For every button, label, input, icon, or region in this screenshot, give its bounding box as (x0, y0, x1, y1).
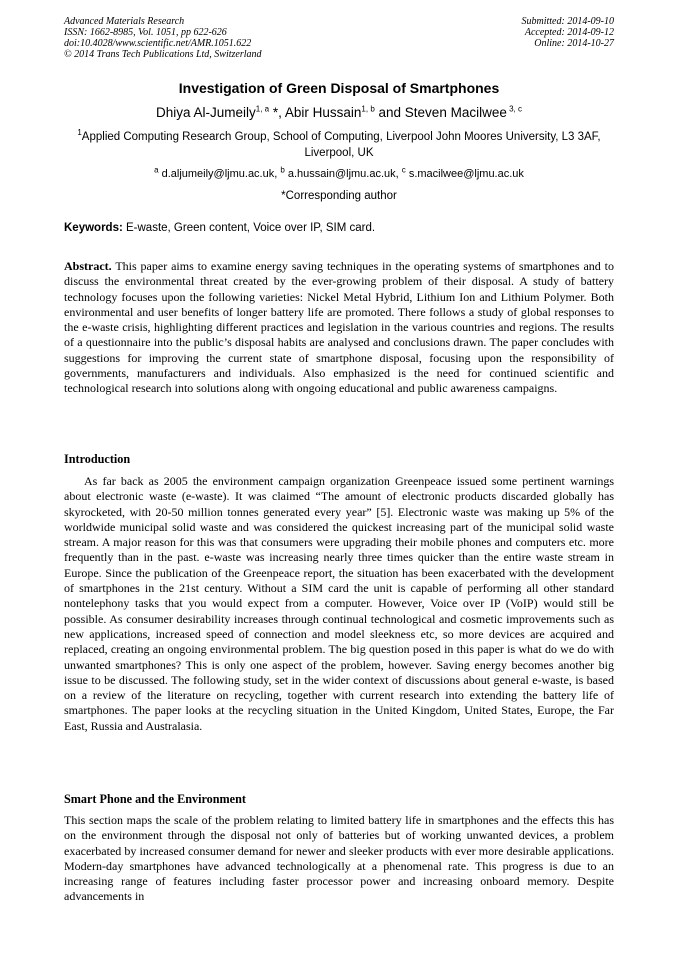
abstract-text: This paper aims to examine energy saving techniques in the operating systems of smartphones and to discuss the environmental threat created by the ever-growing problem of their disposal. A study of battery technology focuses upon the following varieties: Nickel Metal Hybrid, Lithium Ion and Lithium Polymer. Both environmental and user benefits of longer battery life are promoted. There follows a study of global responses to the e-waste crisis, highlighting different practices and legislation in the various countries and regions. The results of a questionnaire into the public’s disposal habits are analysed and conclusions drawn. The paper concludes with suggestions for improving the current state of smartphone disposal, focusing upon the responsibility of governments, manufacturers and individuals. Also emphasized is the need for continued scientific and technological research into solutions along with ongoing educational and public awareness campaigns. (64, 259, 614, 396)
submission-dates (394, 16, 614, 49)
smartphone-environment-paragraph: This section maps the scale of the problem relating to limited battery life in smartphones and the effects this has on the environment through the disposal not only of batteries but of working unwanted devices, a problem exacerbated by increased consumer demand for newer and sleeker products with ever more desirable applications. Modern-day smartphones have advanced technologically at a phenomenal rate. This progress is due to an increasing range of features including faster processor power and increasing onboard memory. Despite advancements in (64, 813, 614, 904)
email-mark: c (401, 165, 406, 175)
email-address: d.aljumeily@ljmu.ac.uk, (158, 168, 281, 180)
journal-info (64, 16, 394, 60)
author-name: Steven Macilwee (404, 105, 507, 120)
corresponding-author-note: *Corresponding author (281, 190, 397, 202)
author-emails (64, 167, 614, 181)
abstract (64, 259, 614, 397)
author-separator: and (374, 105, 405, 120)
abstract-label: Abstract. (64, 259, 112, 273)
author-name: Abir Hussain (284, 105, 362, 120)
author-name: Dhiya Al-Jumeily (156, 105, 256, 120)
keywords (64, 221, 614, 235)
author-affiliation-mark: 3, c (506, 104, 522, 114)
introduction-paragraph: As far back as 2005 the environment campaign organization Greenpeace issued some pertinent warnings about electronic waste (e-waste). It was claimed “The amount of electronic products discarded globally has skyrocketed, with 20-50 million tonnes generated every year” [5]. Electronic waste was making up 5% of the worldwide municipal solid waste and was considered the quickest increasing part of the municipal solid waste stream. A major reason for this was that consumers were upgrading their mobile phones and computers etc. more frequently than in the past. e-waste was increasing nearly three times quicker than the entire waste stream in Europe. Since the publication of the Greenpeace report, the situation has been exacerbated with the development of smartphones in the 21st century. Without a SIM card the unit is capable of performing all other standard nontelephony tasks that you would expect from a computer. However, Voice over IP (VoIP) would still be possible. As consumer desirability increases through continual technological and cosmetic improvements such as new applications, increased speed of connection and model sleekness etc, so more devices are acquired and replaced, creating an ongoing environmental problem. The big question posed in this paper is what do we do with unwanted smartphones? This is only one aspect of the problem, however. Saving energy becomes another big issue to be discussed. The following study, set in the wider context of discussions about general e-waste, is based on a review of the literature on recycling, together with current research into extending the battery life of smartphones. The paper looks at the recycling situation in the United Kingdom, United States, Europe, the Far East, Russia and Australasia. (64, 474, 614, 733)
author-affiliation-mark: 1, a (255, 104, 270, 114)
submitted-date: Submitted: 2014-09-10 (521, 16, 614, 27)
accepted-date: Accepted: 2014-09-12 (524, 27, 614, 38)
paper-title: Investigation of Green Disposal of Smartphones (178, 80, 500, 96)
affiliation-mark: 1 (77, 128, 82, 138)
affiliation (72, 129, 606, 161)
journal-issn: ISSN: 1662-8985, Vol. 1051, pp 622-626 (64, 27, 227, 38)
journal-doi: doi:10.4028/www.scientific.net/AMR.1051.622 (64, 38, 252, 49)
affiliation-text: Applied Computing Research Group, School of Computing, Liverpool John Moores University, L3 3AF, Liverpool, UK (81, 131, 601, 159)
email-address: s.macilwee@ljmu.ac.uk (405, 168, 524, 180)
journal-copyright: © 2014 Trans Tech Publications Ltd, Switzerland (64, 49, 262, 60)
introduction-heading: Introduction (64, 452, 131, 466)
author-affiliation-mark: 1, b (361, 104, 375, 114)
email-mark: a (154, 165, 159, 175)
journal-name: Advanced Materials Research (64, 16, 185, 27)
author-list (64, 104, 614, 122)
email-address: a.hussain@ljmu.ac.uk, (284, 168, 402, 180)
author-separator: *, (269, 105, 285, 120)
keywords-text: E-waste, Green content, Voice over IP, SIM card. (122, 222, 376, 234)
smartphone-environment-heading: Smart Phone and the Environment (64, 792, 246, 806)
online-date: Online: 2014-10-27 (534, 38, 614, 49)
keywords-label: Keywords: (64, 222, 123, 234)
email-mark: b (280, 165, 285, 175)
